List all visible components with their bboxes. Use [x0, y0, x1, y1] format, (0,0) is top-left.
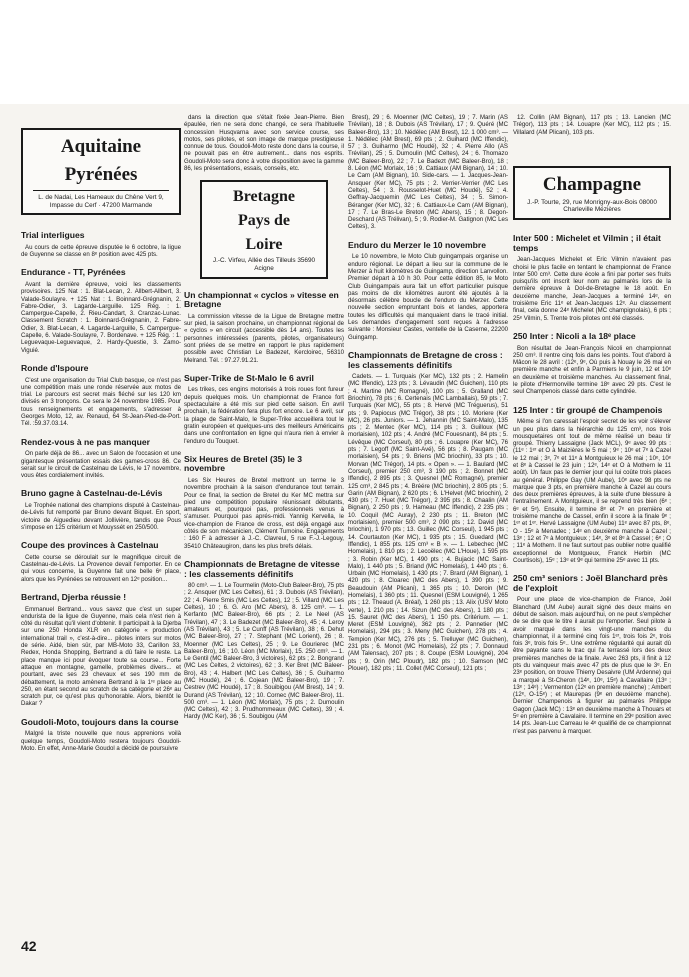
- article-heading: Coupe des provinces à Castelnau: [21, 540, 159, 551]
- article-body: Pour une place de vice-champion de France, Joël Blanchard (UM Aube) aurait signé des deux mains en début de saison. mais aujourd'hui, on ne peut s'empêcher de se dire que le titre il aurait pu l'emporter. Seul pilote à avoir marqué dans les vingt-une manches du championnat, il a terminé cinq fois 1ᵉʳ, trois fois 2ᵉ, trois fois 3ᵉ, trois fois 5ᵉ.. Une extrême régularité qui aurait dû être payante sans le trac qui l'a terrassé lors des deux premières manches de la finale. Avec 263 pts, il finit à 12 pts du vainqueur mais avec 47 pts de plus que le 3ᵉ. En 23ᵉ position, on trouve Thierry Desaivre (UM Ardenne) qui a marqué à St-Cheron (14ᵉ, 10ᵉ, 15ᵉ) à Cavallaire (13ᵉ ; 13ᵉ ; 14ᵉ) ; Vermenton (12ᵉ en première manche) ; Ambert (12ᵉ, O-15ᵉ) ; et Maurepas (9ᵉ en deuxième manche). Dernier Champenois à figurer au palmarès Philippe Gagon (Jack MC) : 13ᵉ en deuxième manche à Thouars et 5ᵉ en première à Cavalaire. Il termine en 29ᵉ position avec 14 pts. Jean-Luc Carreau le 4ᵉ qualifié de ce championnat n'est pas parvenu à marquer.: [513, 596, 671, 735]
- article-body: Malgré la triste nouvelle que nous apprenions voilà quelque temps, Goudoli-Moto restera toujours Goudoli-Moto. En effet, Anne-Marie Goudol a décidé de poursuivre: [21, 730, 181, 752]
- article-body: 80 cm³. — 1. Le Tourmelin (Moto-Club Baleer-Bro), 75 pts ; 2. Ansquer (MC Les Celtes), 61 ; 3. Dubois (AS Trévilan), 22 ; 4. Pierre Smis (MC Les Celtes), 12 ; 5. Villard (MC Les Celtes), 10 ; 6. G. Aro (MC Abers), 8. 125 cm³. — 1. Kerfanto (MC Baleer-Bro), 66 pts ; 2. Le Neel (AS Trévilan), 47 ; 3. Le Badezet (MC Baleer-Bro), 45 ; 4. Leroy (AS Trévilan), 43 ; 5. Le Cunff (AS Trévilan), 38 ; 6. Dehut (MC Baleer-Bro), 27 ; 7. Stephant (MC Lorient), 26 ; 8. Moenner (MC Les Celtes), 25 ; 9. Le Gourierec (MC Baleer-Bro), 16 ; 10. Léon (MC Morlaix), 15. 250 cm³. — 1. Le Gentil (MC Baleer-Bro, 3 victoires), 62 pts ; 2. Bongrand (MC Les Celtes, 2 victoires), 62 ; 3. Ker Bret (MC Baleer-Bro), 43 ; 4. Halbert (MC Les Celtes), 36 ; 5. Guiharmo (MC Houdé), 24 ; 6. Cojean (MC Baleer-Bro), 19 ; 7. Cestrev (MC Houdé), 17 ; 8. Souibigou (AM Brest), 14 ; 9. Durand (AS Trévilan), 12 ; 10. Cornec (MC Baleer-Bro), 11. 500 cm³. — 1. Léon (MC Morlaix), 75 pts ; 2. Dumoulin (MC Celtes), 42 ; 3. Prudhommeaux (MC Celtes), 39 ; 4. Hardy (MC Ker), 36 ; 5. Soubigou (AM: [184, 582, 344, 721]
- article-heading: Un championnat « cyclos » vitesse en Bretagne: [184, 289, 339, 310]
- article-body: Les Six Heures de Bretel mettront un terme le 3 novembre prochain à la saison d'endurance tout terrain. Pour ce final, la section de Bretel du Ker MC mettra sur pied une compétition populaire réunissant débutants, amateurs et, pourquoi pas, professionnels venus à s'amuser. Pourquoi pas aprés-midi. Yannig Kervella, le vice-champion de France de cross, est déjà engagé aux côtés de son mécanicien, Clément Tumoine. Engagements : 160 F à adresser à J.-C. Clavreul, 5 rue F.-J.-Legouy, 35410 Châteaugiron, dans les plus brefs délais.: [184, 476, 344, 550]
- article-heading: Bertrand, Djerba réussie !: [21, 591, 127, 602]
- article-body: Emmanuel Bertrand... vous savez que c'est un super endurista de la ligue de Guyenne, mais cela n'est rien à côté du résultat qu'il vient d'obtenir. Il participait à la Djerba sur une 250 Honda XLR en catégorie « production international trail », c'est-à-dire... pilotes inters sur motos de série. Aidé, bien sûr, par MB-Moto 33, Carillon 33, Redex, Honda Shopping, Bertrand a dû faire le reste. La place manque ici pour évoquer toute sa course... Forte attaque en montagne, gamelle, problèmes divers... et pourtant, avec ses 23 chevaux et ses 190 mm de débattement, la moto amènera Bertrand à la 1ʳᵉ place au 250, en étant second au scratch de sa catégorie et 26ᵉ au scratch pur, ce qu'est plus qu'honorable. Alors, bientôt le Dakar ?: [21, 605, 181, 708]
- article-body: Le 10 novembre, le Moto Club guingampais organise un enduro régional. Le départ a lieu sur la commune de le Merzer à huit kilomètres de Guingamp, direction Lanvollon. Premier départ à 10 h 30. Pour cette édition 85, le Moto Club Guingampais aura fait un effort particulier puisque pas moins de dix kilomètres auront été ajoutés à la désormais célèbre boucle de l'enduro du Merzer. Cette nouvelle section empruntant bois et landes, apportera toutes les difficultés qui manquaient dans le tracé initial. Les demandes d'engagement sont reçues à l'adresse suivante : Monsieur Castes, ventelle de la Caserne, 22200 Guingamp.: [348, 253, 508, 341]
- article-body: La commission vitesse de la Ligue de Bretagne mettre sur pied, la saison prochaine, un championnat régional de « cyclos » en circuit (accessible dès 14 ans). Toutes les personnes intéressées (parents, pilotes, organisateurs) sont priées de se mettre en rapport le plus rapidement possible avec Christian Le Badezet, Kercloirec, 56310 Melrand. Tél. : 97.27.91.21.: [184, 312, 344, 364]
- article-body: dans la direction que s'était fixée Jean-Pierre. Bien épaulée, rien ne sera donc changé, ce sera l'habituelle concession Husqvarna avec son service course, ses motos, ses pilotes, et son image de marque prestigieuse connue de tous. Goudoli-Moto reste donc dans la course, il ne pouvait pas en être autrement... dans nos esprits. Goudoli-Moto sera donc à votre disposition avec la gamme 86, les présentations, essais, conseils, etc.: [184, 114, 344, 173]
- article-body: On parle déjà de 86... avec un Salon de l'occasion et une gigantesque présentation essais des games-cross 86. Ce serait sur le circuit de Castelnau de Lévis, le 17 novembre, vous êtes cordialement invités.: [21, 450, 181, 480]
- article-heading: Enduro du Merzer le 10 novembre: [348, 239, 487, 250]
- region-title: Pyrénées: [64, 164, 138, 185]
- article-body: Bon résultat de Jean-François Nicoli en championnat 250 cm³. Il rentre cinq fois dans les points. Tout d'abord à Mâcon le 28 avril : (12ᵉ, 9ᵉ, Où puis à Nouay le 26 mai en première manche et enfin à Parmiers le 9 juin, 12 et 10ᵉ en deuxième et troisième manches. Au classement final, le pilote d'Hermonville termine 18ᵉ avec 29 pts. C'est le seul Champenois classé dans cette cylindrée.: [513, 344, 671, 396]
- article-heading: 250 Inter : Nicoli a la 18ᵉ place: [513, 330, 636, 341]
- column-1: [21, 114, 181, 924]
- article-heading: 125 Inter : tir groupé de Champenois: [513, 404, 663, 415]
- article-heading: Inter 500 : Michelet et Vilmin ; il était temps: [513, 233, 661, 253]
- region-address: L. de Nadai, Les Hameaux du Chêne Vert 9, Impasse du Cerf · 47200 Marmande: [33, 190, 169, 213]
- region-title: Bretagne: [233, 188, 295, 206]
- article-heading: Rendez-vous à ne pas manquer: [21, 436, 150, 447]
- article-heading: Goudoli-Moto, toujours dans la course: [21, 716, 179, 727]
- article-heading: Ronde d'Ispoure: [21, 362, 89, 373]
- article-body: Cadets. — 1. Turquais (Ker MC), 132 pts ; 2. Hamelin (MC Iffendic), 123 pts ; 3. Lévaudin (MC Guichen), 110 pts ; 4. Martine (MC Romagné), 100 pts ; 5. Gralland (MC Briochin), 78 pts ; 6. Certenais (MC Lamballais), 59 pts ; 7. Turquais (Ker MC), 55 pts ; 8. Hervé (MC Tréguerus), 51 pts ; 9. Papiocus (MC Trégor), 38 pts ; 10. Moriere (Ker MC), 26 pts. Juniors. — 1. Jehannin (MC Saint-Malo), 135 pts ; 2. Mentec (Ker MC), 114 pts ; 3. Guilloux (MC morlaisien), 102 pts ; 4. André (MC Fouesnant), 84 pts ; 5. Lévêque (MC Corseul), 80 pts ; 6. Louapre (Ker MC), 76 pts ; 7. Legoff (MC Saint-Avé), 56 pts ; 8. Paugam (MC morlaisien), 54 pts ; 9. Briens (MC briochin), 33 pts ; 10. Morvan (MC Trégor), 14 pts. « Open ». — 1. Baulard (MC Corseul), premier 250 cm³, 3 190 pts ; 2. Bonnet (MC Iffendic), 2 895 pts ; 3. Quesnel (MC Romagné), premier 125 cm³, 2 845 pts ; 4. Bréére (MC briochin), 2 805 pts ; 5. Garin (AM Bignan), 2 620 pts ; 6. L'Helvet (MC briochin), 2 430 pts ; 7. Huet (MC Trégor), 2 395 pts ; 8. Chaalin (AM Bignan), 2 250 pts ; 9. Hameau (MC Iffendic), 2 235 pts ; 10. Coquil (MC Auray), 2 230 pts ; 11. Breton (MC morlaisien), premier 500 cm³, 2 090 pts ; 12. David (MC briochin), 1 970 pts ; 13. Guillec (MC Corseul), 1 945 pts ; 14. Courtauton (Ker MC), 1 935 pts ; 15. Guedard (MC Iffendic), 1 855 pts. 125 cm³ « B ». — 1. Lebechec (MC Homelais), 1 810 pts ; 2. Lecoëlec (MC L'Houe), 1 595 pts ; 3. Robin (Ker MC), 1 490 pts ; 4. Bujacic (MC Saint-Malo), 1 440 pts ; 5. Briand (MC Homelais), 1 440 pts ; 6. Urbain (MC Homelais), 1 430 pts ; 7. Brard (AM Bignan), 1 420 pts ; 8. Cloarec (MC des Abers), 1 390 pts ; 9. Beaudouin (AM Plicani), 1 365 pts ; 10. Deroin (MC Homelais), 1 360 pts ; 11. Quesnel (ESM Louvigné), 1 265 pts ; 12. Theaud (A. Bréal), 1 260 pts ; 13. Alix (USV Moto verte), 1 210 pts ; 14. Sizun (MC des Abers), 1 180 pts ; 15. Sauret (MC des Abers), 1 150 pts. Critérium. — 1. Meret (ESM Louvigné), 362 pts ; 2. Pannetier (MC Homelais), 294 pts ; 3. Meny (MC Guichen), 278 pts ; 4. Tempion (Ker MC), 276 pts ; 5. Trelluyer (MC Guichen), 231 pts ; 6. Monot (MC Homelais), 22 pts ; 7. Donnaud (AM Talensac), 207 pts ; 8. Coupe (ESM Louvigné), 204 pts ; 9. Orin (MC Ploudr), 182 pts ; 10. Samson (MC Plouer), 182 pts ; 11. Collet (MC Corseul), 121 pts ;: [348, 373, 508, 672]
- article-heading: Super-Trike de St-Malo le 6 avril: [184, 372, 314, 383]
- article-body: C'est une organisation du Trial Club basque, ce n'est pas une compétition mais une ronde réservée aux motos de trial. Le parcours est secret mais fléché sur les 120 km divisés en 3 tronçons. Ce sera le 24 novembre 1985. Pour tous renseignements et engagements, s'adresser à Georges Moto, 12, av. Renaud, 64 St-Jean-Pied-de-Port. Tél. :59.37.03.14.: [21, 376, 181, 428]
- article-heading: Endurance - TT, Pyrénées: [21, 267, 126, 278]
- region-title: Champagne: [542, 173, 642, 195]
- region-address: J.-P. Tourte, 29, rue Monrigny-aux-Bois 08000 Charleville Mézières: [527, 198, 657, 214]
- article-body: Même si l'on caressait l'espoir secret de les voir s'élever un peu plus dans la hiérarchie du 125 cm³, nos trois mousquetaires ont tout de même réalisé un beau tir groupé. Thierry Lassaigne (Jack MCL), 9ᵉ avec 99 pts : (11ᵉ : 1ᵉʳ et O à Maizières le 5 mai ; 9ᵉ ; 10ᵉ et 7ᵉ à Cazel le 12 mai ; 3ᵉ, 7ᵉ et 11ᵉ à Montguieux le 26 mai ; 10ᵉ, 10ᵉ et 8ᵉ à Cassel le 23 juin ; 12ᵉ, 14ᵉ et O à Mothern le 11 août). Un faux pas le dernier jour qui lui coûte trois places au général. Philippe Gay (UM Aube), 10ᵉ avec 98 pts ne marque que 3 pts, en première manche à Cazel au cours des deux premières épreuves, à la suite d'une blessure à l'entraînement. A Montguieux, il se reprend très bien (6ᵉ ; 6ᵉ et 5ᵉ). Ensuite, il termine 8ᵉ et 7ᵉ en première et troisième manche de Cassel, enfin il score à la finale 9ᵉ ; 1ᵉʳ et 1ᵉʳ. Hervé Lassaigne (UM Aube) 11ᵉ avec 87 pts, 8ᵉ, O - 15ᵉ à Menadec ; 14ᵉ en deuxième manche à Cazel ; 13ᵉ ; 12 et 7ᵉ à Montguieux ; 14ᵉ, 3ᵉ et 8ᵉ à Cassel ; 6ᵉ ; O ; 11ᵉ à Mothern. Il ne faut surtout pas oublier notre qualifié exceptionnel de Montgueux, Franck Herbin (MC Courtisols), 15ᵉ ; 13ᵉ et 9ᵉ qui termine 25ᵉ avec 11 pts.: [513, 418, 671, 564]
- header-photo-band: [0, 0, 689, 104]
- article-heading: Bruno gagne à Castelnau-de-Lévis: [21, 488, 163, 499]
- article-heading: Championnats de Bretagne de cross : les classements définitifs: [348, 349, 503, 370]
- article-body: Les trikes, ces engins motorisés à trois roues font fureur depuis quelques mois. Un championnat de France fort spectaculaire a été mis sur pied cette saison. En avril prochain, la fédération fera plus fort encore. Le 6 avril, sur la plage de Saint-Malo, le Super-Trike accueillera tout le gratin européen et quelques-uns des meilleurs Américains dans une confrontation en ligne qui n'aura rien à envier à l'enduro du Touquet.: [184, 386, 344, 445]
- column-2: [184, 114, 344, 969]
- region-box-bretagne: [200, 180, 328, 278]
- region-address: J.-C. Virfeu, Allée des Tilleuls 35690 Acigne: [212, 257, 316, 272]
- article-heading: 250 cm³ seniors : Joël Blanchard près de l'exploit: [513, 573, 668, 593]
- article-body: Jean-Jacques Michelet et Eric Vilmin n'avaient pas choisi le plus facile en tentant le championnat de France Inter 500 cm³. Cette dure école a fini par porter ses fruits puisqu'ils ont inscrit leur nom au palmarès lors de la dernière épreuve à Dol-de-Bretagne le 18 août. En deuxième manche, Jean-Jacques a terminé 14ᵉ, en troisième Eric 11ᵉ et Jean-Jacques 12ᵉ. Au classement final, cela donne 24ᵉ Michelet (MC champignolais), 6 pts ; 25ᵉ Vilmin, 5. Trente trois pilotes ont été classés.: [513, 256, 671, 322]
- article-body: 12. Collin (AM Bignan), 117 pts ; 13. Lancien (MC Trégor), 113 pts ; 14. Louapre (Ker MC), 112 pts ; 15. Villalard (AM Plicani), 103 pts.: [513, 114, 671, 136]
- article-body: Le Trophée national des champions disputé à Castelnau-de-Lévis fut remporté par Bruno devant Biquet. En sport, victoire de Aiguedieu devant Jollivière, tandis que Pous s'impose en 125 critérium et Mouyssét en 250/500.: [21, 501, 181, 531]
- region-title: Loire: [245, 236, 283, 254]
- region-title: Pays de: [238, 212, 290, 230]
- article-body: Cette course se déroulait sur le magnifique circuit de Castelnau-de-Lévis. La Provence devait l'emporter. En ce qui vous concerne, la Guyenne fait une belle 6ᵉ place, alors que les Pyrénées se retrouvent en 12ᵉ position...: [21, 553, 181, 583]
- page-number: 42: [21, 938, 37, 954]
- article-heading: Six Heures de Bretel (35) le 3 novembre: [184, 453, 302, 474]
- article-heading: Championnats de Bretagne de vitesse : les classements définitifs: [184, 558, 340, 579]
- region-box-aquitaine: [21, 128, 181, 215]
- article-body: Brest), 29 ; 6. Moenner (MC Celtes), 19 ; 7. Marin (AS Trévilan), 18 ; 8. Dubois (AS Trévilan), 17 ; 9. Quéré (MC Baleer-Bro), 13 ; 10. Nédélec (AM Brest), 12. 1 000 cm³. — 1. Nédélec (AM Brest), 69 pts ; 2. Guihard (MC Iffendic), 57 ; 3. Guiharmo (MC Houdé), 32 ; 4. Pierre Allo (AS Trévilan), 25 ; 5. Dumoulin (MC Celtes), 24 ; 6. Thomazo (MC Baleer-Bro), 22 ; 7. Le Badezt (MC Baleer-Bro), 18 ; 8. Léon (MC Morlaix, 16 ; 9. Cattiaux (AM Bignan), 14 ; 10. Le Cam (AM Bignan), 10. Side-cars. — 1. Jacques-Jean-Ansquer (Ker MC), 75 pts ; 2. Verrier-Verrier (MC Les Celtes), 54 ; 3. Rousselot-Huet (MC Houdé), 52 ; 4. Geffray-Jacquemin (MC Les Celtes), 34 ; 5. Simon-Béranger (Ker MC), 32 ; 6. Cattiaux-Le Cam (AM Bignan), 17 ; 7. Le Bras-Le Breton (MC Abers), 15 ; 8. Degon-Deschard (AS Trélivan), 5 ; 9. Rodier-M. Gatignon (MC Les Celtes), 3.: [348, 114, 508, 231]
- article-body: Au cours de cette épreuve disputée le 6 octobre, la ligue de Guyenne se classe en 8ᵉ position avec 425 pts.: [21, 243, 181, 259]
- region-title: Aquitaine: [60, 136, 142, 157]
- region-box-champagne: [513, 166, 671, 220]
- article-heading: Trial interligues: [21, 230, 85, 241]
- column-3: [348, 114, 508, 969]
- column-4: [513, 114, 671, 969]
- article-body: Avant la dernière épreuve, voici les classements provisoires. 125 Nat : 1. Blat-Lecan, 2. Allbert-Allbert, 3. Valade-Soulayre. + 125 Nat : 1. Boinnard-Grégnanin, 2. Fabre-Odier, 3. Lagarde-Larguille. 125 Rég. : 1. Campergue-Capelle, 2. Rieu-Candart, 3. Cranzac-Lunac. Classement Scratch : 1. Boinnard-Grégnanin, 2. Fabre-Odier, 3. Blat-Lecan, 4. Lagarde-Larguille, 5. Campergue-Capelle, 6. Valade-Soulayre, 7. Bordenave. + 125 Rég. : 1. Leguevaque-Leguevaque, 2. Hardy-Questie, 3. Zamo-Viguié.: [21, 280, 181, 354]
